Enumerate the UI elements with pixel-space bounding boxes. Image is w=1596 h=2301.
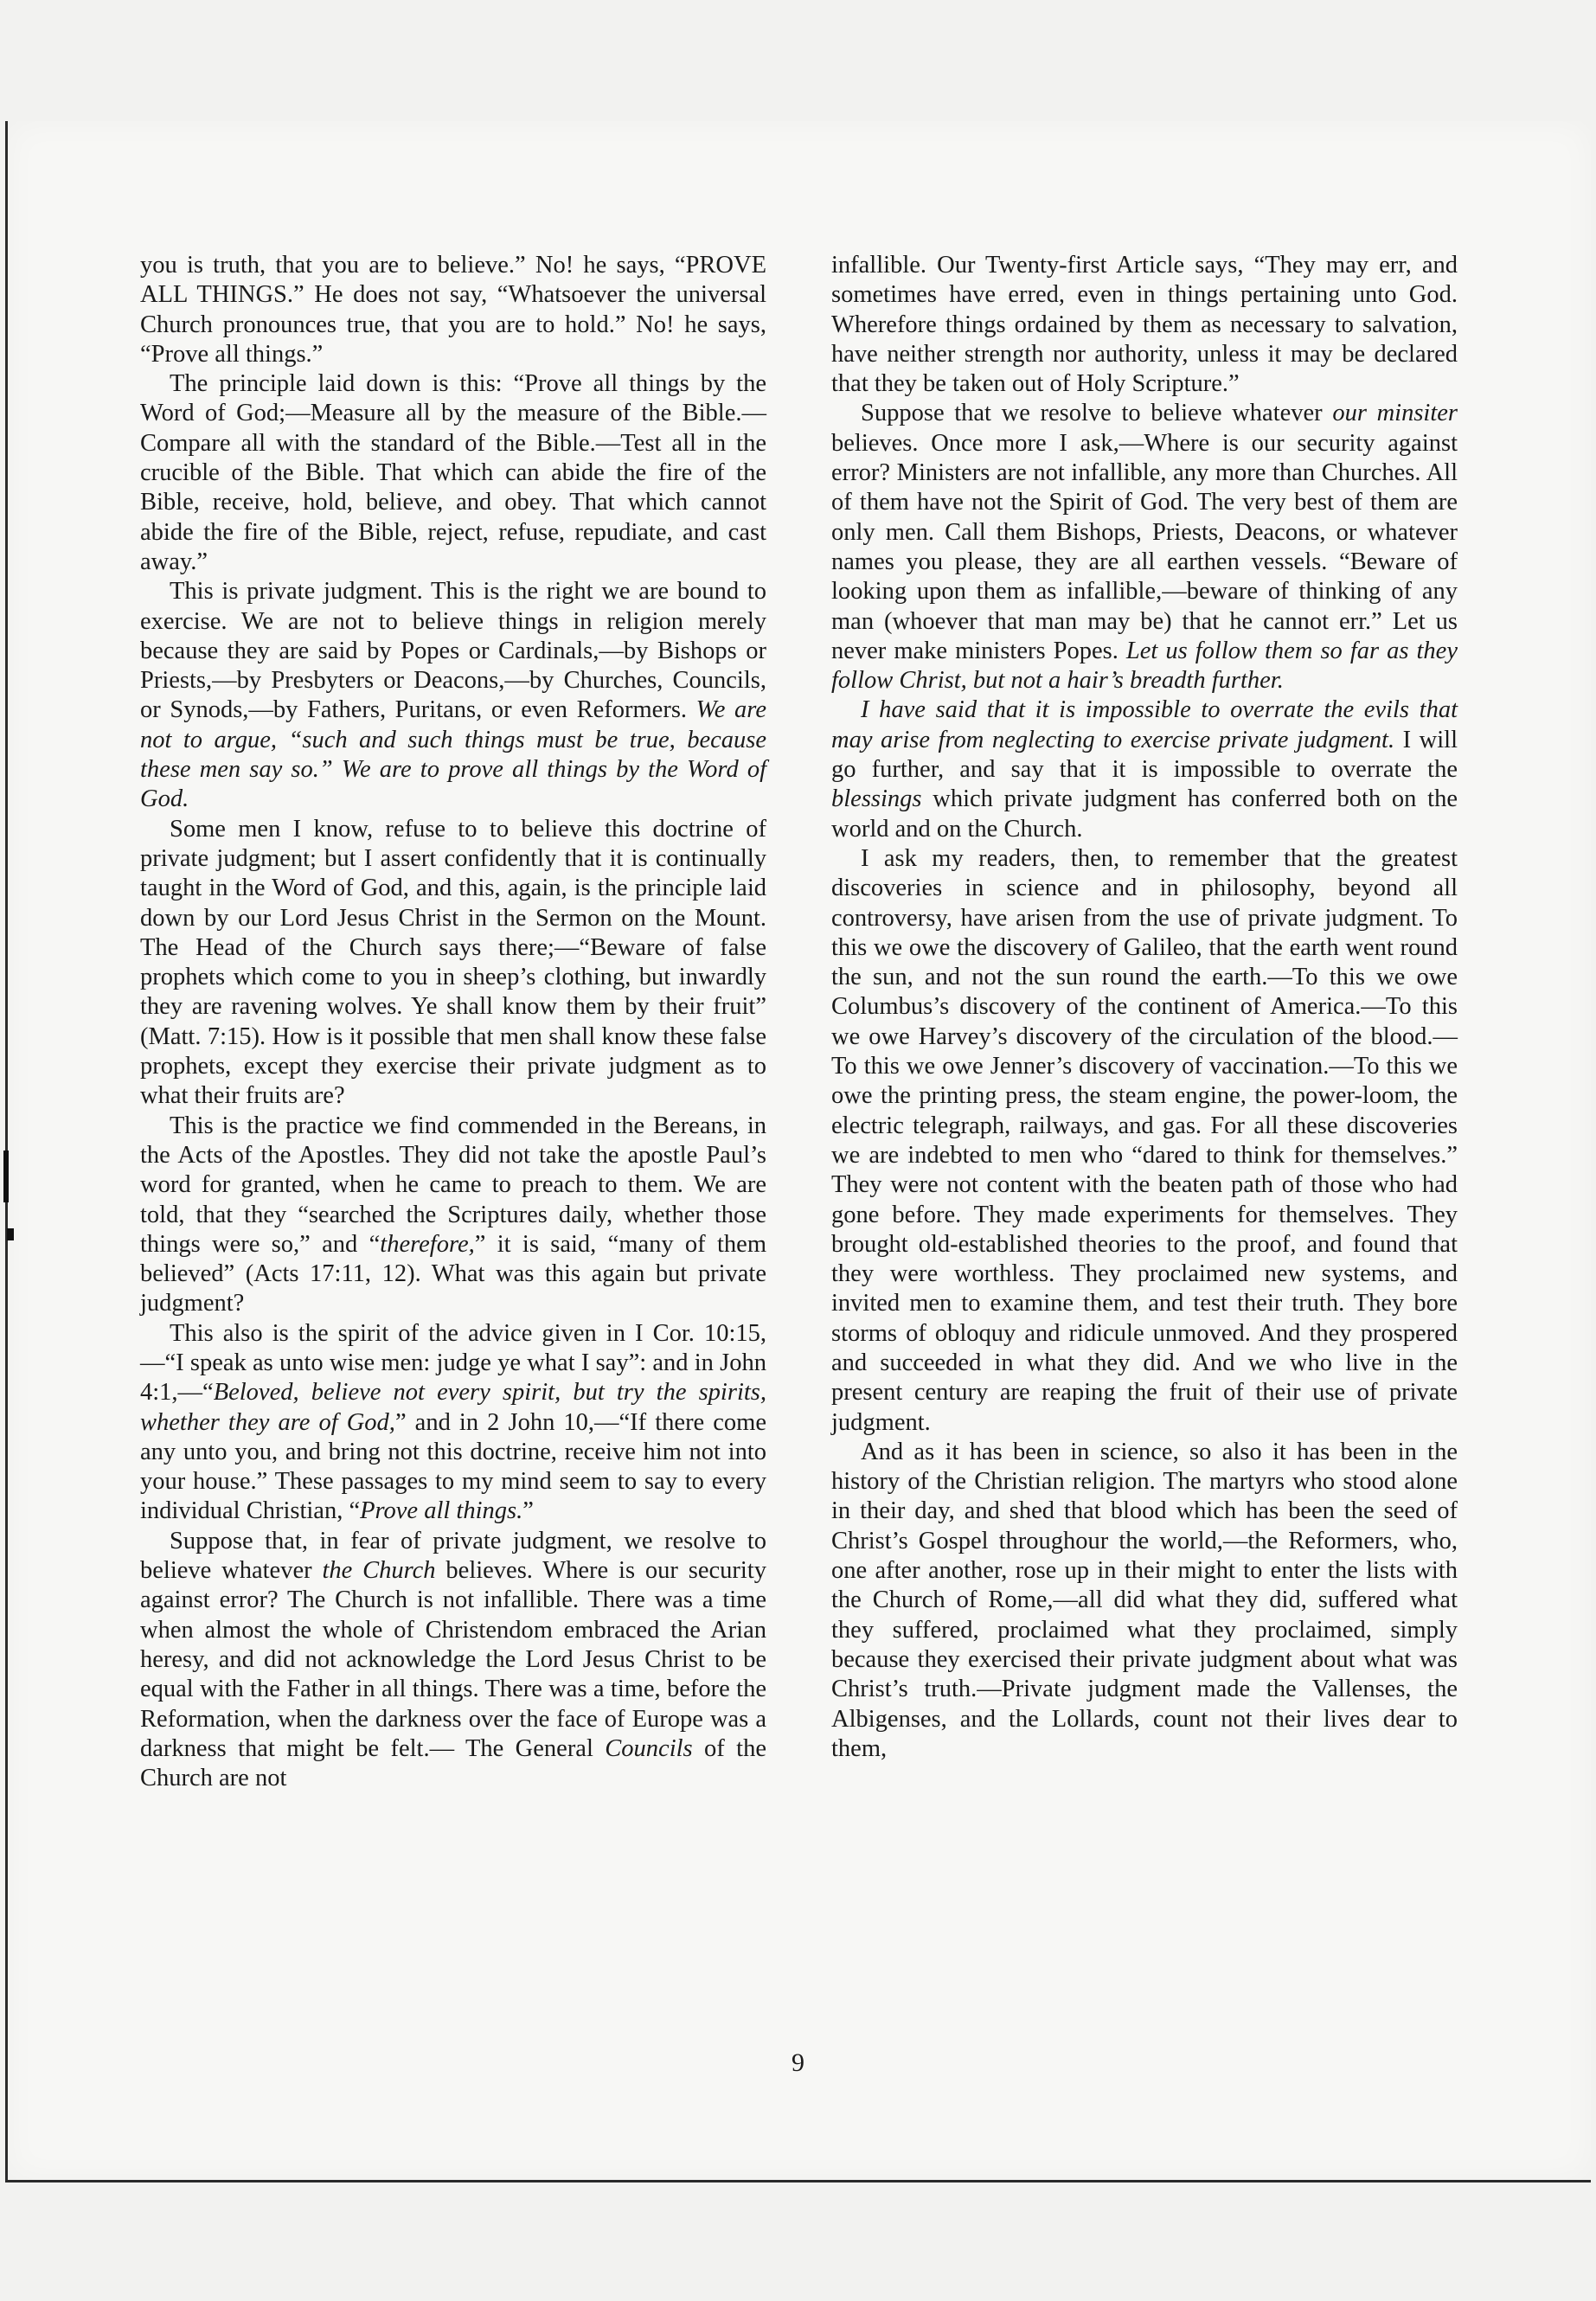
paragraph: I ask my readers, then, to remember that the greatest discoveries in science and in philosophy, beyond all controversy, have arisen from the use of private judgment. To this we owe the discovery of Galileo, that the earth went round the sun, and not the sun round the earth.—To this we owe Columbus’s discovery of the continent of America.—To this we owe Harvey’s discovery of the circulation of the blood.—To this we owe Jenner’s discovery of vaccination.—To this we owe the printing press, the steam engine, the power-loom, the electric telegraph, railways, and gas. For all these discoveries we are indebted to men who “dared to think for themselves.” They were not content with the beaten path of those who had gone before. They made experiments for themselves. They brought old-established theories to the proof, and found that they were worthless. They proclaimed new systems, and invited men to examine them, and test their truth. They bore storms of obloquy and ridicule unmoved. And they prospered and succeeded in what they did. And we who live in the present century are reaping the fruit of their use of private judgment.	[831, 844, 1458, 1436]
paragraph: you is truth, that you are to believe.” No! he says, “PROVE ALL THINGS.” He does not say, “Whatsoever the universal Church pronounces true, that you are to hold.” No! he says, “Prove all things.”	[140, 252, 766, 368]
paragraph: Suppose that, in fear of private judgment, we resolve to believe whatever the Church believes. Where is our security against error? The Church is not infallible. There was a time when almost the whole of Christendom embraced the Arian heresy, and did not acknowledge the Lord Jesus Christ to be equal with the Father in all things. There was a time, before the Reformation, when the darkness over the face of Europe was a darkness that might be felt.— The General Councils of the Church are not	[140, 1527, 766, 1792]
right-text-column	[831, 251, 1458, 1764]
paragraph: Suppose that we resolve to believe whatever our minsiter believes. Once more I ask,—Where is our security against error? Ministers are not infallible, any more than Churches. All of them have not the Spirit of God. The very best of them are only men. Call them Bishops, Priests, Deacons, or whatever names you please, they are all earthen vessels. “Beware of looking upon them as infallible,—beware of thinking of any man (whoever that man may be) that he cannot err.” Let us never make ministers Popes. Let us follow them so far as they follow Christ, but not a hair’s breadth further.	[831, 400, 1458, 695]
paragraph: Some men I know, refuse to to believe this doctrine of private judgment; but I assert confidently that it is continually taught in the Word of God, and this, again, is the principle laid down by our Lord Jesus Christ in the Sermon on the Mount. The Head of the Church says there;—“Beware of false prophets which come to you in sheep’s clothing, but inwardly they are ravening wolves. Ye shall know them by their fruit” (Matt. 7:15). How is it possible that men shall know these false prophets, except they exercise their private judgment as to what their fruits are?	[140, 815, 766, 1110]
paragraph: This also is the spirit of the advice given in I Cor. 10:15,—“I speak as unto wise men: judge ye what I say”: and in John 4:1,—“Beloved, believe not every spirit, but try the spirits, whether they are of God,” and in 2 John 10,—“If there come any unto you, and bring not this doctrine, receive him not into your house.” These passages to my mind seem to say to every individual Christian, “Prove all things.”	[140, 1319, 767, 1525]
left-text-column	[140, 251, 766, 1793]
binding-mark	[3, 1150, 9, 1202]
paragraph: This is the practice we find commended in the Bereans, in the Acts of the Apostles. They did not take the apostle Paul’s word for granted, when he came to preach to them. We are told, that they “searched the Scriptures daily, whether those things were so,” and “therefore,” it is said, “many of them believed” (Acts 17:11, 12). What was this again but private judgment?	[140, 1112, 766, 1317]
paragraph: This is private judgment. This is the right we are bound to exercise. We are not to believe things in religion merely because they are said by Popes or Cardinals,—by Bishops or Priests,—by Presbyters or Deacons,—by Churches, Councils, or Synods,—by Fathers, Puritans, or even Reformers. We are not to argue, “such and such things must be true, because these men say so.” We are to prove all things by the Word of God.	[140, 578, 766, 813]
page-number: 9	[792, 2048, 804, 2077]
paragraph: And as it has been in science, so also it has been in the history of the Christian religion. The martyrs who stood alone in their day, and shed that blood which has been the seed of Christ’s Gospel throughour the world,—the Reformers, who, one after another, rose up in their might to enter the lists with the Church of Rome,—all did what they did, suffered what they suffered, proclaimed what they proclaimed, simply because they exercised their private judgment about what was Christ’s truth.—Private judgment made the Vallenses, the Albigenses, and the Lollards, count not their lives dear to them,	[831, 1438, 1458, 1762]
paragraph: The principle laid down is this: “Prove all things by the Word of God;—Measure all by the measure of the Bible.—Compare all with the standard of the Bible.—Test all in the crucible of the Bible. That which can abide the fire of the Bible, receive, hold, believe, and obey. That which cannot abide the fire of the Bible, reject, refuse, repudiate, and cast away.”	[140, 370, 766, 575]
binding-mark	[7, 1228, 14, 1240]
paragraph: infallible. Our Twenty-first Article says, “They may err, and sometimes have erred, even in things pertaining unto God. Wherefore things ordained by them as necessary to salvation, have neither strength nor authority, unless it may be declared that they be taken out of Holy Scripture.”	[831, 252, 1458, 398]
paragraph: I have said that it is impossible to overrate the evils that may arise from neglecting to exercise private judgment. I will go further, and say that it is impossible to overrate the blessings which private judgment has conferred both on the world and on the Church.	[831, 696, 1458, 843]
